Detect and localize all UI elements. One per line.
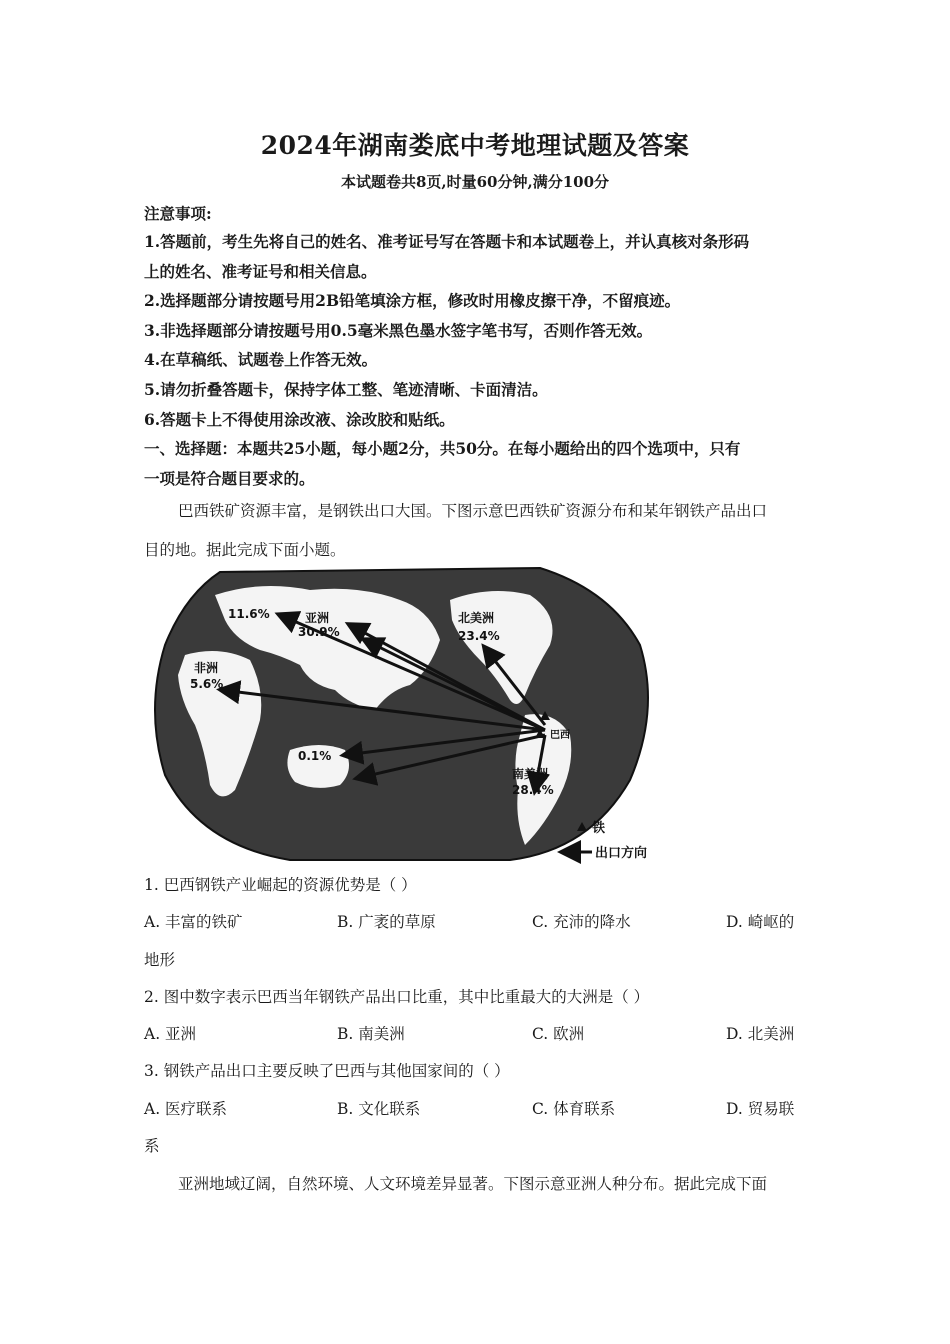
question-option-wrap: 地形 [144,951,176,969]
question-option-wrap: 系 [144,1137,160,1155]
notice-item: 4.在草稿纸、试题卷上作答无效。 [144,350,378,369]
map-label-south-america-pct: 28.4% [512,783,554,797]
notice-item: 5.请勿折叠答题卡，保持字体工整、笔迹清晰、卡面清洁。 [144,380,548,399]
map-label-south-america: 南美洲 [512,767,549,781]
brazil-iron-export-map [140,560,670,870]
question-stem: 1. 巴西钢铁产业崛起的资源优势是（ ） [144,876,417,894]
notice-item: 2.选择题部分请按题号用2B铅笔填涂方框，修改时用橡皮擦干净，不留痕迹。 [144,291,681,310]
map-label-brazil: 巴西 [550,730,570,741]
intro-paragraph: 巴西铁矿资源丰富，是钢铁出口大国。下图示意巴西铁矿资源分布和某年钢铁产品出口 [178,502,768,520]
map-label-africa: 非洲 [194,661,219,675]
question-option: D. 北美洲 [726,1025,795,1043]
question-option: C. 体育联系 [532,1100,616,1118]
map-label-oceania-pct: 0.1% [298,749,332,763]
map-label-africa-pct: 5.6% [190,677,224,691]
question-option: B. 广袤的草原 [337,913,436,931]
question-option: C. 充沛的降水 [532,913,631,931]
question-option: A. 丰富的铁矿 [144,913,243,931]
section-heading: 一项是符合题目要求的。 [144,469,315,488]
notice-item: 上的姓名、准考证号和相关信息。 [144,262,377,281]
map-label-north-america-pct: 23.4% [458,629,500,643]
intro-paragraph: 目的地。据此完成下面小题。 [144,541,346,559]
legend-iron-label: 铁 [592,821,606,836]
question-stem: 2. 图中数字表示巴西当年钢铁产品出口比重，其中比重最大的大洲是（ ） [144,988,650,1006]
page-title: 2024年湖南娄底中考地理试题及答案 [260,131,690,160]
notice-item: 3.非选择题部分请按题号用0.5毫米黑色墨水签字笔书写，否则作答无效。 [144,321,653,340]
question-option: D. 崎岖的 [726,913,795,931]
notice-heading: 注意事项: [144,204,212,223]
map-label-europe-pct: 11.6% [228,607,270,621]
intro-paragraph: 亚洲地域辽阔，自然环境、人文环境差异显著。下图示意亚洲人种分布。据此完成下面 [178,1175,768,1193]
question-option: A. 医疗联系 [144,1100,228,1118]
map-label-asia: 亚洲 [305,611,330,625]
question-option: A. 亚洲 [144,1025,197,1043]
question-option: C. 欧洲 [532,1025,585,1043]
page-subtitle: 本试题卷共8页,时量60分钟,满分100分 [340,173,610,191]
notice-item: 1.答题前，考生先将自己的姓名、准考证号写在答题卡和本试题卷上，并认真核对条形码 [144,232,750,251]
question-option: B. 文化联系 [337,1100,421,1118]
map-label-north-america: 北美洲 [458,611,495,625]
legend-export-label: 出口方向 [595,846,648,861]
notice-item: 6.答题卡上不得使用涂改液、涂改胶和贴纸。 [144,410,455,429]
map-label-asia-pct: 30.9% [298,625,340,639]
question-stem: 3. 钢铁产品出口主要反映了巴西与其他国家间的（ ） [144,1062,510,1080]
question-option: B. 南美洲 [337,1025,405,1043]
question-option: D. 贸易联 [726,1100,795,1118]
section-heading: 一、选择题：本题共25小题，每小题2分，共50分。在每小题给出的四个选项中，只有 [144,439,741,458]
